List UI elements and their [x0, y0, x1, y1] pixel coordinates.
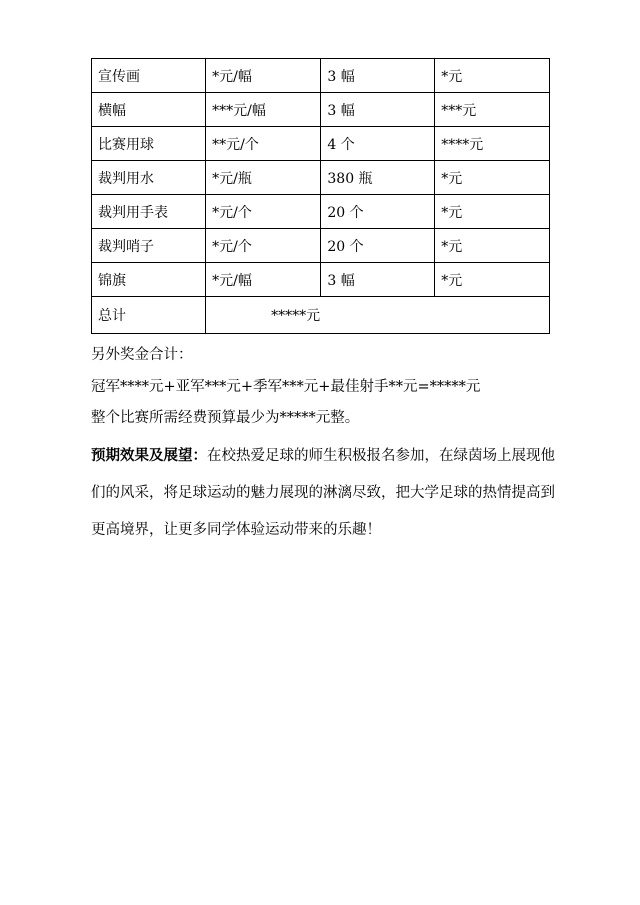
unit-price-cell: *元/幅: [206, 263, 321, 297]
budget-summary: 整个比赛所需经费预算最少为*****元整。: [91, 410, 360, 426]
quantity-cell: 3 幅: [321, 59, 435, 93]
quantity-cell: 20 个: [321, 229, 435, 263]
subtotal-cell: ***元: [435, 93, 550, 127]
budget-table: [91, 58, 550, 334]
unit-price-cell: *元/个: [206, 229, 321, 263]
quantity-cell: 4 个: [321, 127, 435, 161]
quantity-cell: 20 个: [321, 195, 435, 229]
table-row: [92, 127, 550, 161]
unit-price-cell: *元/幅: [206, 59, 321, 93]
total-label: 总计: [92, 297, 206, 334]
table-row: [92, 93, 550, 127]
outlook-paragraph: [91, 437, 561, 549]
subtotal-cell: *元: [435, 229, 550, 263]
item-name-cell: 裁判用水: [92, 161, 206, 195]
item-name-cell: 裁判哨子: [92, 229, 206, 263]
outlook-text: 在校热爱足球的师生积极报名参加，在绿茵场上展现他们的风采，将足球运动的魅力展现的淋漓尽致，把大学足球的热情提高到更高境界，让更多同学体验运动带来的乐趣！: [91, 448, 555, 538]
table-row: [92, 263, 550, 297]
item-name-cell: 比赛用球: [92, 127, 206, 161]
unit-price-cell: *元/个: [206, 195, 321, 229]
quantity-cell: 380 瓶: [321, 161, 435, 195]
quantity-cell: 3 幅: [321, 93, 435, 127]
bonus-heading: 另外奖金合计：: [91, 347, 193, 363]
item-name-cell: 宣传画: [92, 59, 206, 93]
unit-price-cell: ***元/幅: [206, 93, 321, 127]
table-row: [92, 59, 550, 93]
item-name-cell: 裁判用手表: [92, 195, 206, 229]
table-row: [92, 195, 550, 229]
total-value: *****元: [206, 297, 550, 334]
bonus-formula: 冠军****元+亚军***元+季军***元+最佳射手**元=*****元: [91, 379, 481, 395]
subtotal-cell: *元: [435, 59, 550, 93]
table-row: [92, 161, 550, 195]
unit-price-cell: **元/个: [206, 127, 321, 161]
subtotal-cell: ****元: [435, 127, 550, 161]
subtotal-cell: *元: [435, 161, 550, 195]
item-name-cell: 锦旗: [92, 263, 206, 297]
table-row: [92, 229, 550, 263]
subtotal-cell: *元: [435, 195, 550, 229]
quantity-cell: 3 幅: [321, 263, 435, 297]
item-name-cell: 横幅: [92, 93, 206, 127]
subtotal-cell: *元: [435, 263, 550, 297]
unit-price-cell: *元/瓶: [206, 161, 321, 195]
total-row: [92, 297, 550, 334]
outlook-label: 预期效果及展望：: [91, 447, 207, 464]
